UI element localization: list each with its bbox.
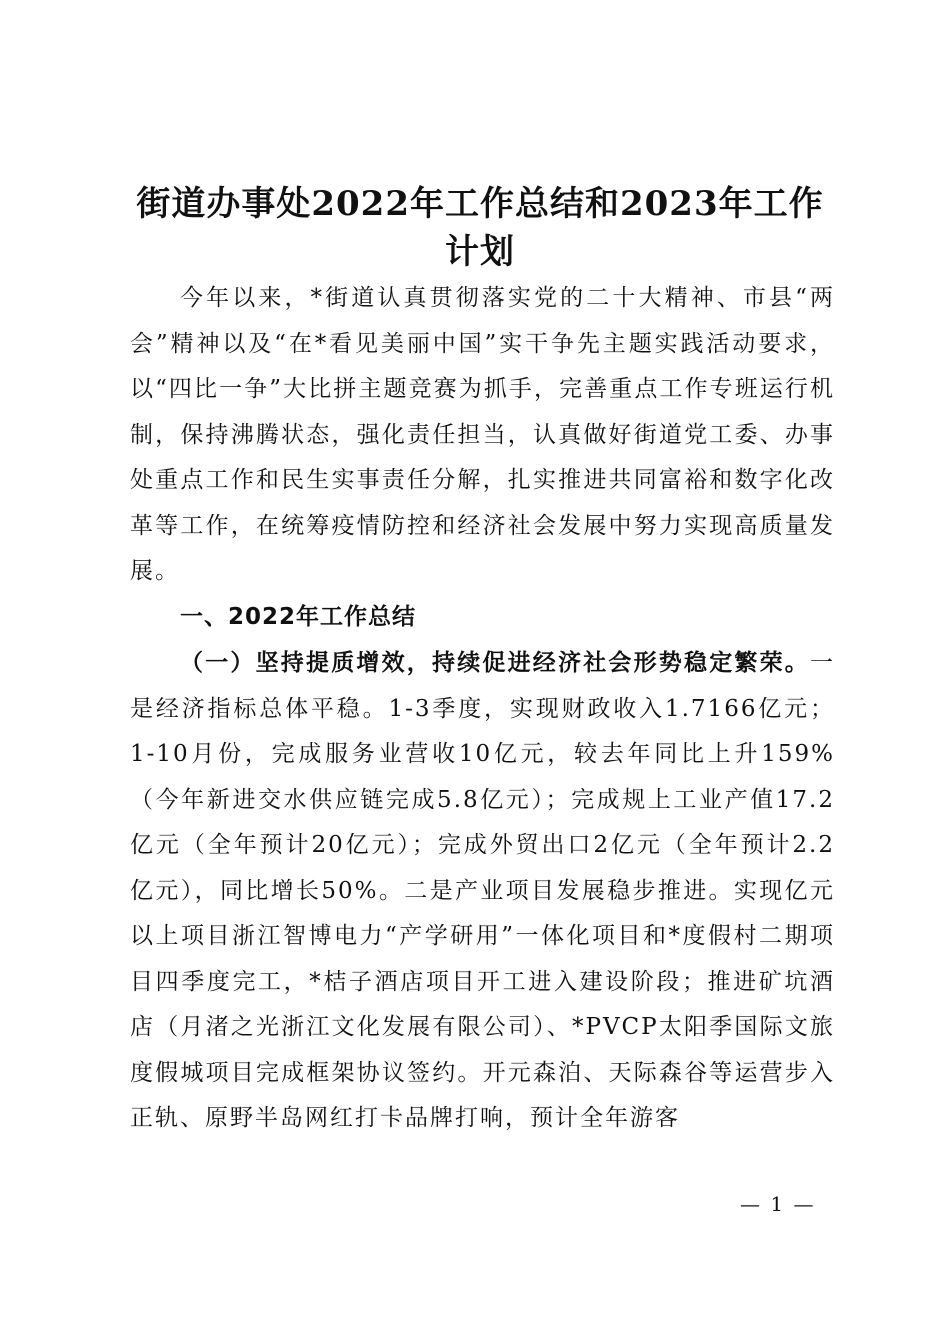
- document-body: [130, 276, 835, 1142]
- subsection-paragraph: [130, 640, 835, 1142]
- document-title: 街道办事处2022年工作总结和2023年工作计划: [136, 184, 824, 272]
- page-number: — 1 —: [740, 1192, 816, 1216]
- section-heading: 一、2022年工作总结: [180, 603, 417, 630]
- intro-paragraph: 今年以来，*街道认真贯彻落实党的二十大精神、市县“两会”精神以及“在*看见美丽中国”实干争先主题实践活动要求，以“四比一争”大比拼主题竞赛为抓手，完善重点工作专班运行机制，保持沸腾状态，强化责任担当，认真做好街道党工委、办事处重点工作和民生实事责任分解，扎实推进共同富裕和数字化改革等工作，在统筹疫情防控和经济社会发展中努力实现高质量发展。: [130, 285, 835, 584]
- subsection-body: 一是经济指标总体平稳。1-3季度，实现财政收入1.7166亿元；1-10月份，完成服务业营收10亿元，较去年同比上升159%（今年新进交水供应链完成5.8亿元）；完成规上工业产值17.2亿元（全年预计20亿元）；完成外贸出口2亿元（全年预计2.2亿元），同比增长50%。二是产业项目发展稳步推进。实现亿元以上项目浙江智博电力“产学研用”一体化项目和*度假村二期项目四季度完工，*桔子酒店项目开工进入建设阶段；推进矿坑酒店（月渚之光浙江文化发展有限公司）、*PVCP太阳季国际文旅度假城项目完成框架协议签约。开元森泊、天际森谷等运营步入正轨、原野半岛网红打卡品牌打响，预计全年游客: [130, 650, 835, 1131]
- subsection-heading: （一）坚持提质增效，持续促进经济社会形势稳定繁荣。: [180, 649, 810, 676]
